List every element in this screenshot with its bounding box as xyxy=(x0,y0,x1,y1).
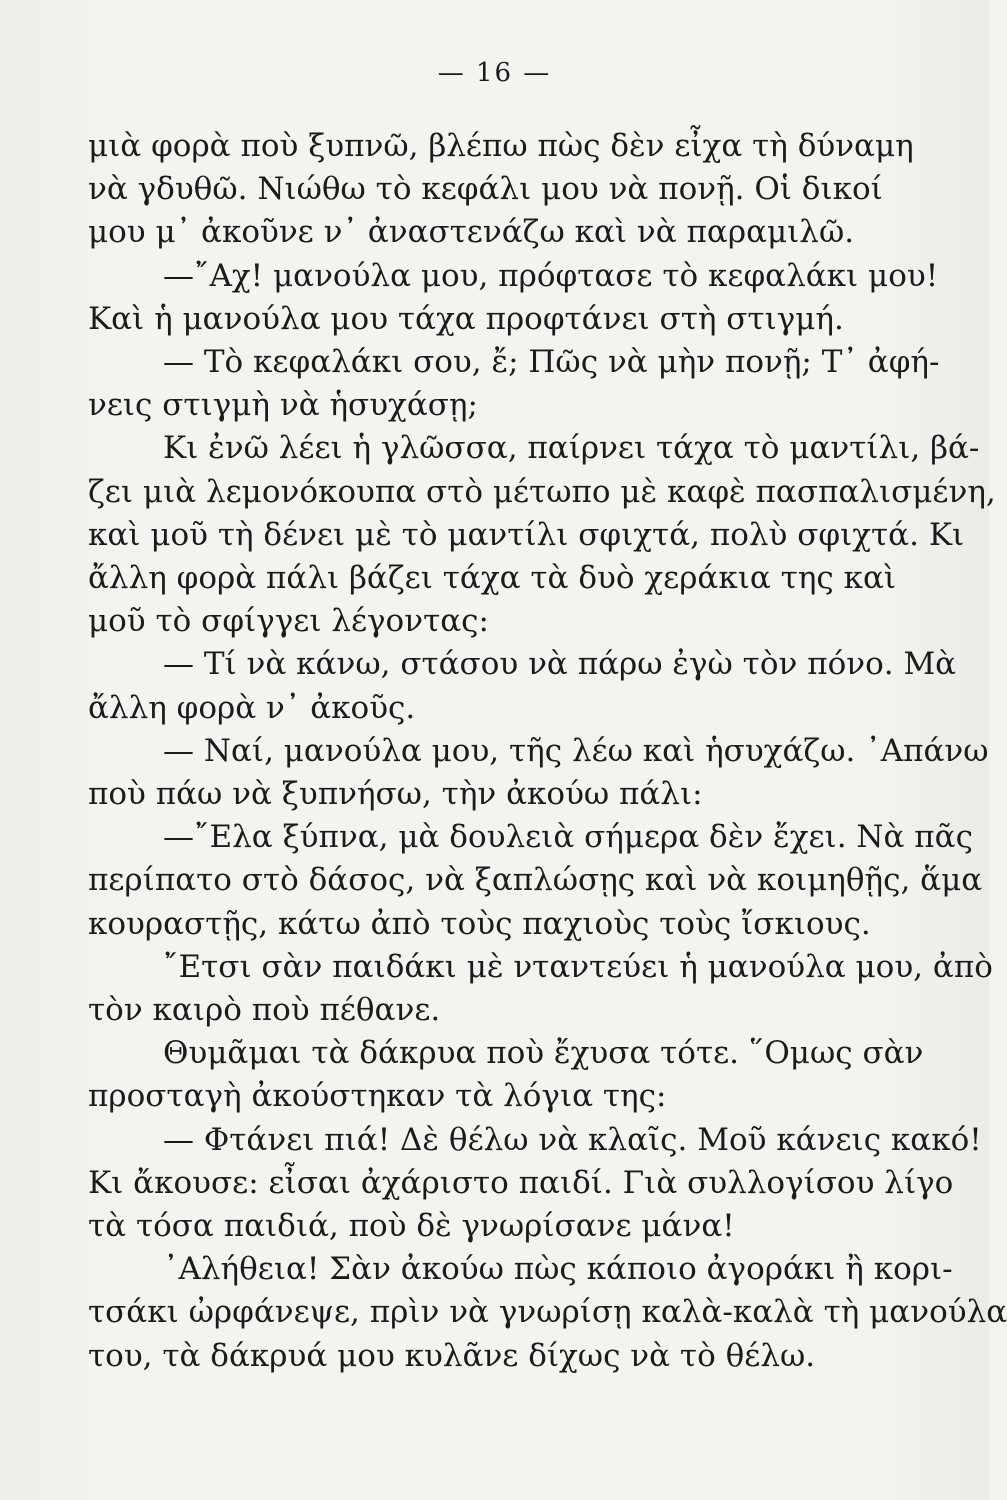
text-line: ποὺ πάω νὰ ξυπνήσω, τὴν ἀκούω πάλι: xyxy=(88,776,703,813)
text-line: μοῦ τὸ σφίγγει λέγοντας: xyxy=(88,603,489,640)
text-line: ῎Ετσι σὰν παιδάκι μὲ νταντεύει ἡ μανούλα μου, ἀπὸ xyxy=(163,948,993,985)
text-line: μιὰ φορὰ ποὺ ξυπνῶ, βλέπω πὼς δὲν εἶχα τὴ δύναμη xyxy=(88,128,914,164)
text-line: τὸν καιρὸ ποὺ πέθανε. xyxy=(88,992,441,1029)
text-line: Κι ἐνῶ λέει ἡ γλῶσσα, παίρνει τάχα τὸ μαντίλι, βά- xyxy=(163,430,980,467)
text-line: — Ναί, μανούλα μου, τῆς λέω καὶ ἡσυχάζω. ᾽Απάνω xyxy=(163,732,989,769)
text-line: ἄλλη φορὰ πάλι βάζει τάχα τὰ δυὸ χεράκια της καὶ xyxy=(88,560,897,597)
text-line: τὰ τόσα παιδιά, ποὺ δὲ γνωρίσανε μάνα! xyxy=(88,1208,735,1245)
page-text xyxy=(88,125,1007,1378)
text-line: ζει μιὰ λεμονόκουπα στὸ μέτωπο μὲ καφὲ πασπαλισμένη, xyxy=(88,473,996,510)
text-line: του, τὰ δάκρυά μου κυλᾶνε δίχως νὰ τὸ θέλω. xyxy=(88,1337,816,1374)
text-line: καὶ μοῦ τὴ δένει μὲ τὸ μαντίλι σφιχτά, πολὺ σφιχτά. Κι xyxy=(88,516,965,553)
text-line: Κι ἄκουσε: εἶσαι ἀχάριστο παιδί. Γιὰ συλλογίσου λίγο xyxy=(88,1164,954,1201)
page-number: — 16 — xyxy=(437,58,552,88)
text-line: ἄλλη φορὰ ν᾽ ἀκοῦς. xyxy=(88,689,416,726)
text-line: —῎Αχ! μανούλα μου, πρόφτασε τὸ κεφαλάκι μου! xyxy=(163,257,939,294)
text-line: νεις στιγμὴ νὰ ἡσυχάσῃ; xyxy=(88,387,478,424)
text-line: Θυμᾶμαι τὰ δάκρυα ποὺ ἔχυσα τότε. ῞Ομως σὰν xyxy=(163,1035,924,1072)
text-line: — Τὸ κεφαλάκι σου, ἔ; Πῶς νὰ μὴν πονῇ; Τ᾽ ἀφή- xyxy=(163,344,940,381)
text-line: τσάκι ὠρφάνεψε, πρὶν νὰ γνωρίσῃ καλὰ-καλὰ τὴ μανούλα xyxy=(88,1294,1007,1331)
text-line: ᾽Αλήθεια! Σὰν ἀκούω πὼς κάποιο ἀγοράκι ἢ κορι- xyxy=(163,1251,953,1288)
text-line: προσταγὴ ἀκούστηκαν τὰ λόγια της: xyxy=(88,1078,667,1115)
text-line: νὰ γδυθῶ. Νιώθω τὸ κεφάλι μου νὰ πονῇ. Οἱ δικοί xyxy=(88,171,883,208)
text-line: — Φτάνει πιά! Δὲ θέλω νὰ κλαῖς. Μοῦ κάνεις κακό! xyxy=(163,1121,982,1158)
text-line: περίπατο στὸ δάσος, νὰ ξαπλώσῃς καὶ νὰ κοιμηθῇς, ἅμα xyxy=(88,862,983,899)
text-line: —῎Ελα ξύπνα, μὰ δουλειὰ σήμερα δὲν ἔχει. Νὰ πᾶς xyxy=(163,819,973,856)
text-line: μου μ᾽ ἀκοῦνε ν᾽ ἀναστενάζω καὶ νὰ παραμιλῶ. xyxy=(88,214,855,251)
text-line: Καὶ ἡ μανούλα μου τάχα προφτάνει στὴ στιγμή. xyxy=(88,300,844,337)
text-line: — Τί νὰ κάνω, στάσου νὰ πάρω ἐγὼ τὸν πόνο. Μὰ xyxy=(163,646,957,683)
text-line: κουραστῇς, κάτω ἀπὸ τοὺς παχιοὺς τοὺς ἴσκιους. xyxy=(88,905,871,942)
